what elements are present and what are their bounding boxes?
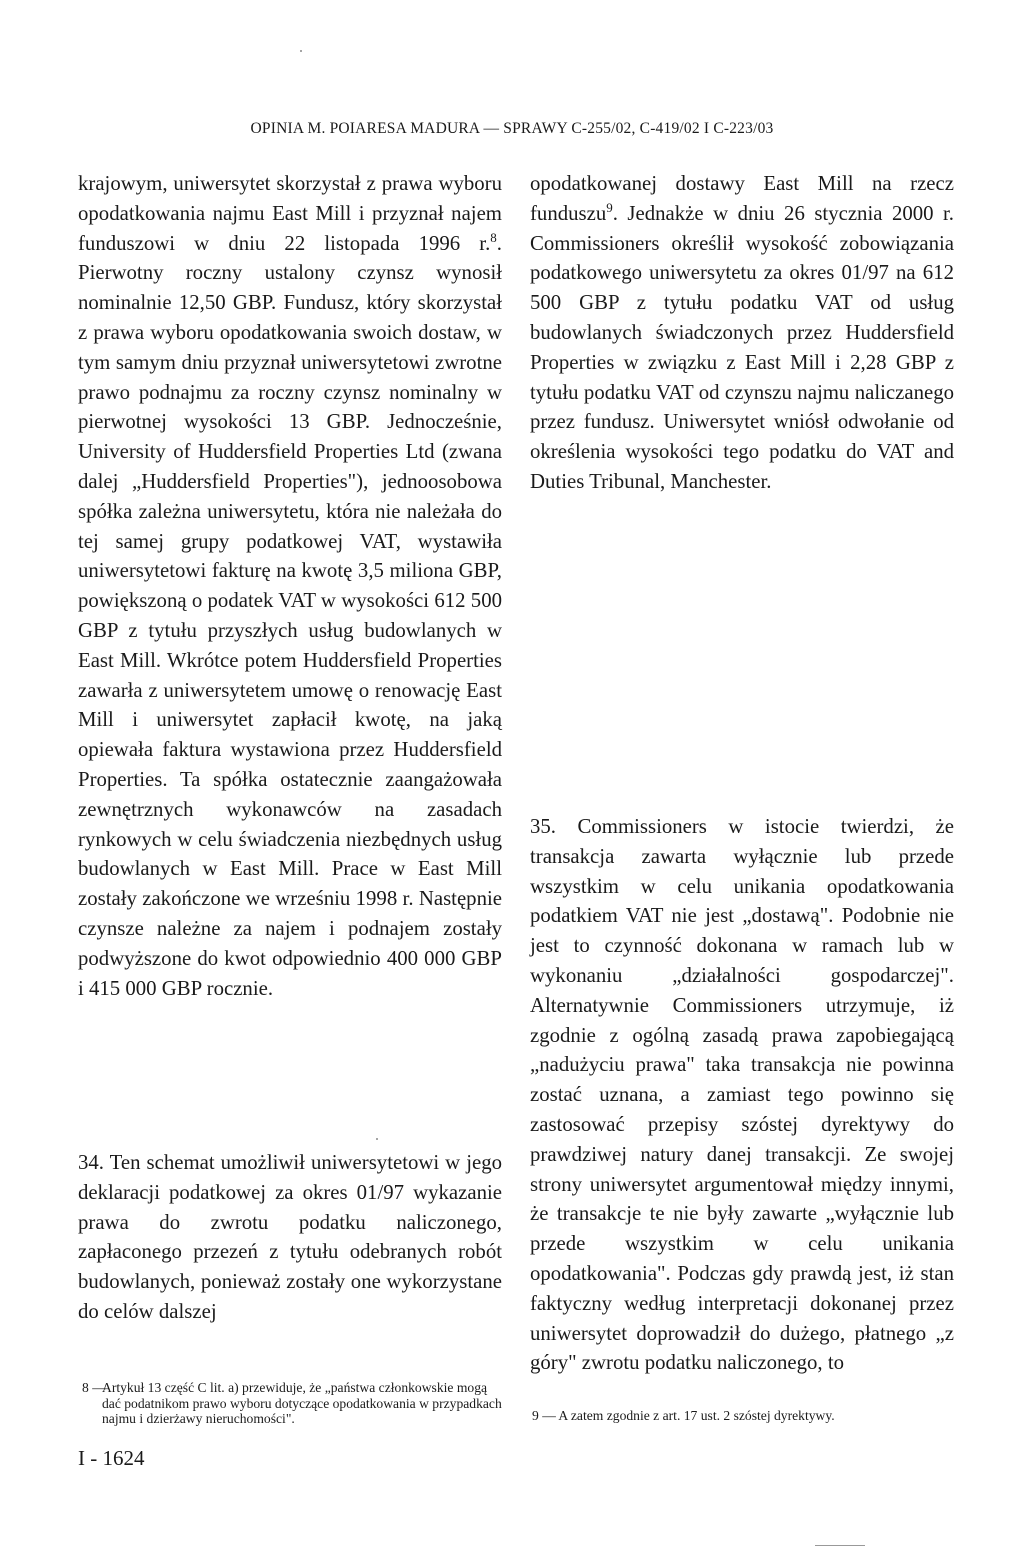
paragraph-text-part2: . Jednakże w dniu 26 stycznia 2000 r. Commissioners określił wysokość zobowiązania podatkowego uniwersytetu za okres 01/97 na 612 500 GBP z tytułu podatku VAT od usług budowlanych świadczonych przez Huddersfield Properties w związku z East Mill i 2,28 GBP z tytułu podatku VAT od czynszu najmu naliczanego przez fundusz. Uniwersytet wniósł odwołanie od określenia wysokości tego podatku do VAT and Duties Tribunal, Manchester. [530, 201, 954, 493]
page-number: I - 1624 [78, 1446, 145, 1470]
footnote-ref-8[interactable]: 8 [490, 229, 497, 245]
footnote-8 [82, 1380, 502, 1427]
paragraph-34: 34. Ten schemat umożliwił uniwersytetowi w jego deklaracji podatkowej za okres 01/97 wykazanie prawa do zwrotu podatku naliczonego, zapłaconego przezeń z tytułu odebranych robót budowlanych, ponieważ zostały one wykorzystane do celów dalszej [78, 1151, 502, 1323]
paragraph-text-part1: opodatkowanej dostawy East Mill na rzecz funduszu [530, 172, 954, 225]
scan-speck [300, 50, 302, 52]
paragraph-33-end [530, 169, 954, 497]
left-column-paragraph-34 [78, 1148, 502, 1327]
paragraph-text-part1: krajowym, uniwersytet skorzystał z prawa wyboru opodatkowania najmu East Mill i przyznał najem funduszowi w dniu 22 listopada 1996 r. [78, 172, 502, 255]
left-column-paragraph-continuation [78, 169, 502, 1003]
right-column-paragraph-35 [530, 812, 954, 1378]
footnote-9: 9 — A zatem zgodnie z art. 17 ust. 2 szóstej dyrektywy. [532, 1408, 835, 1423]
right-column-paragraph-continuation [530, 169, 954, 497]
paragraph-text-part2: . Pierwotny roczny ustalony czynsz wynosił nominalnie 12,50 GBP. Fundusz, który skorzystał z prawa wyboru opodatkowania swoich dostaw, w tym samym dniu przyznał uniwersytetowi zwrotne prawo podnajmu za roczny czynsz nominalny w pierwotnej wysokości 13 GBP. Jednocześnie, University of Huddersfield Properties Ltd (zwana dalej „Huddersfield Properties"), jednoosobowa spółka zależna uniwersytetu, która nie należała do tej samej grupy podatkowej VAT, wystawiła uniwersytetowi fakturę na kwotę 3,5 miliona GBP, powiększoną o podatek VAT w wysokości 612 500 GBP z tytułu przyszłych usług budowlanych w East Mill. Wkrótce potem Huddersfield Properties zawarła z uniwersytetem umowę o renowację East Mill i uniwersytet zapłacił kwotę, na jaką opiewała faktura wystawiona przez Huddersfield Properties. Ta spółka ostatecznie zaangażowała zewnętrznych wykonawców na zasadach rynkowych w celu świadczenia niezbędnych usług budowlanych w East Mill. Prace w East Mill zostały zakończone we wrześniu 1998 r. Następnie czynsze należne za najem i podnajem zostały podwyższone do kwot odpowiednio 400 000 GBP i 415 000 GBP rocznie. [78, 231, 502, 1000]
paragraph-35: 35. Commissioners w istocie twierdzi, że transakcja zawarta wyłącznie lub przede wszystkim w celu unikania opodatkowania podatkiem VAT nie jest „dostawą". Podobnie nie jest to czynność dokonana w ramach lub w wykonaniu „działalności gospodarczej". Alternatywnie Commissioners utrzymuje, iż zgodnie z ogólną zasadą prawa zapobiegającą „nadużyciu prawa" taka transakcja nie powinna zostać uznana, a zamiast tego powinno się zastosować przepisy szóstej dyrektywy do prawdziwej natury danej transakcji. Ze swojej strony uniwersytet argumentował między innymi, że transakcje te nie były zawarte „wyłącznie lub przede wszystkim w celu unikania opodatkowania". Podczas gdy prawdą jest, iż stan faktyczny według interpretacji dokonanej przez uniwersytet doprowadził do dużego, płatnego „z góry" zwrotu podatku naliczonego, to [530, 815, 954, 1375]
scan-mark-line [815, 1545, 865, 1546]
footnote-ref-9[interactable]: 9 [606, 199, 613, 215]
paragraph-33-continuation [78, 169, 502, 1003]
scan-speck [376, 1138, 378, 1140]
running-header: OPINIA M. POIARESA MADURA — SPRAWY C-255/02, C-419/02 I C-223/03 [250, 120, 774, 137]
footnote-8-number: 8 — [82, 1380, 106, 1395]
footnote-8-text: Artykuł 13 część C lit. a) przewiduje, że „państwa członkowskie mogą dać podatnikom prawo wyboru dotyczące opodatkowania w przypadkach najmu i dzierżawy nieruchomości". [102, 1380, 502, 1426]
